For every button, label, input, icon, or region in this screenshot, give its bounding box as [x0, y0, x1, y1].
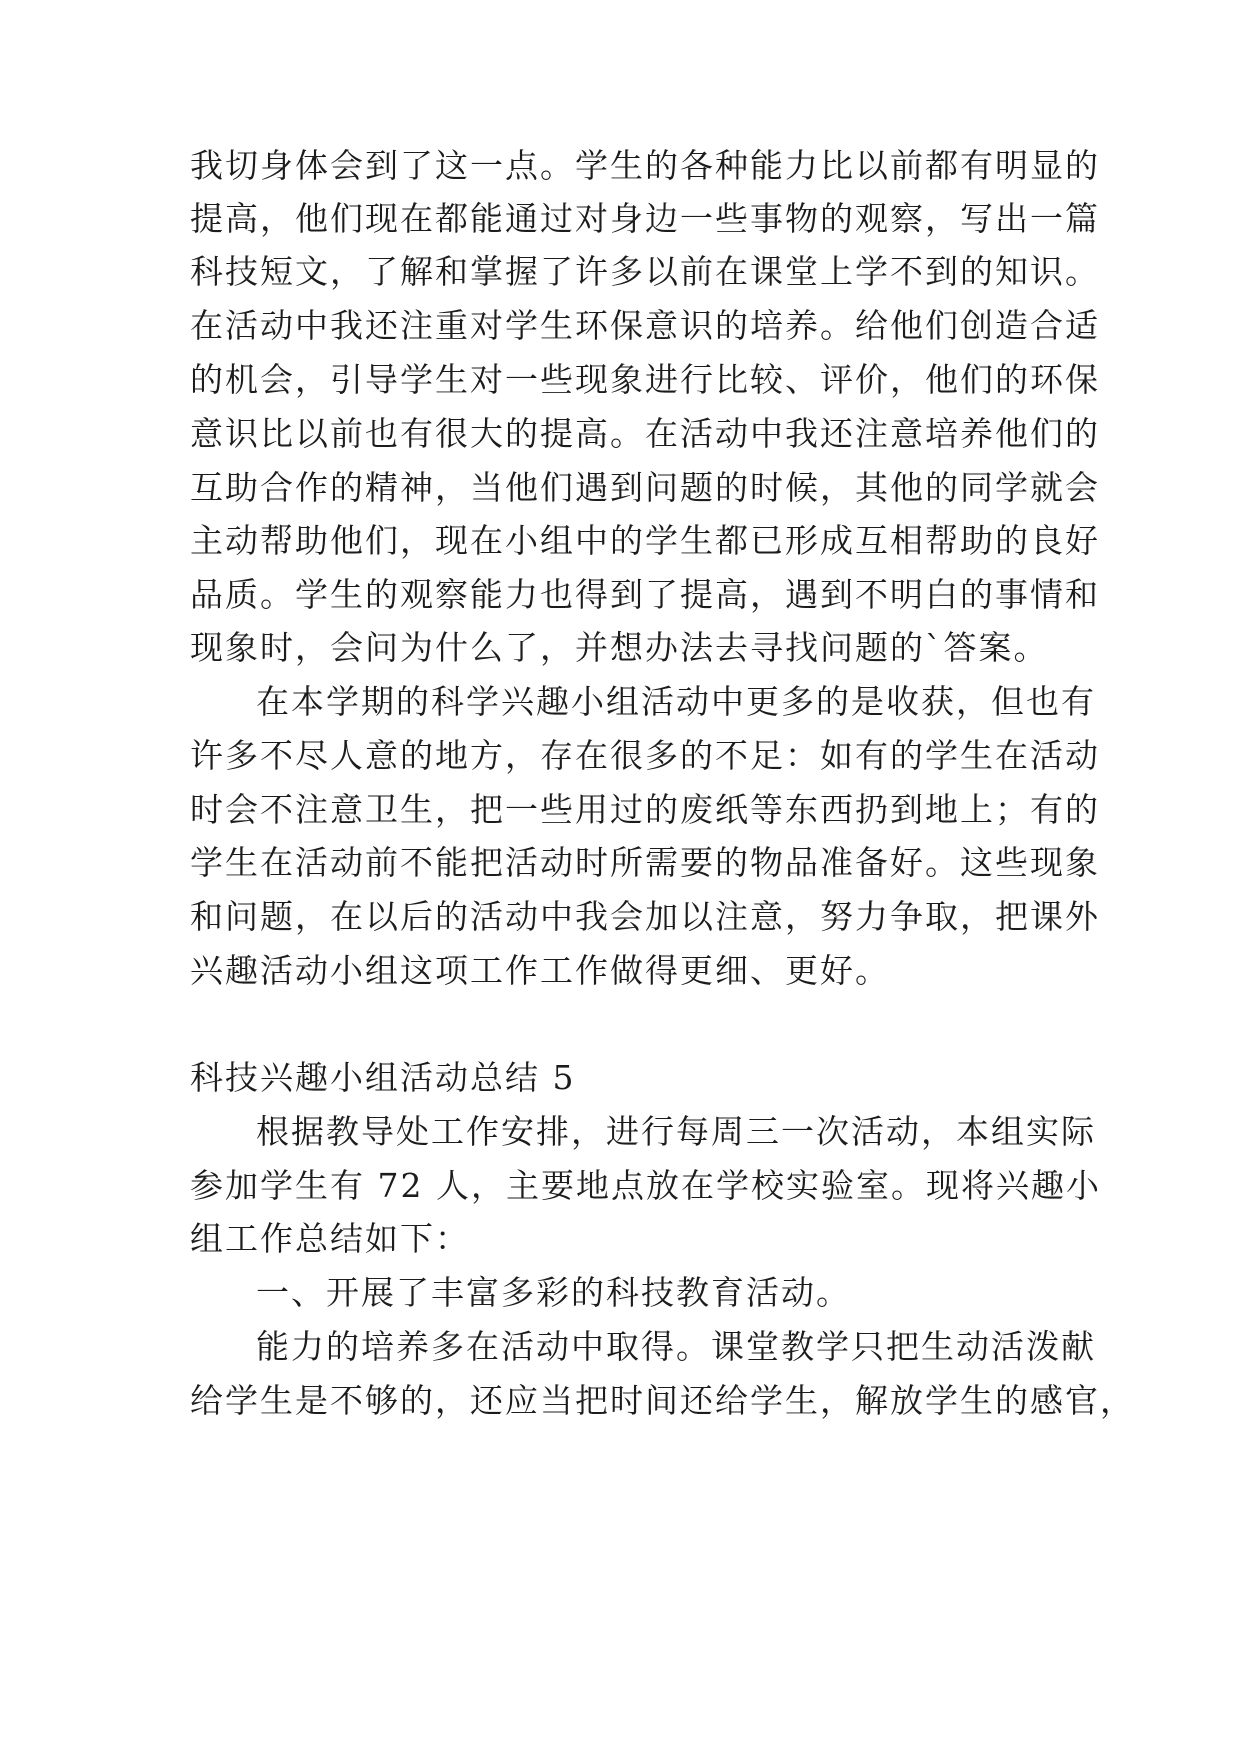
paragraph-line: 科技短文，了解和掌握了许多以前在课堂上学不到的知识。 [190, 252, 1100, 291]
paragraph-line: 在本学期的科学兴趣小组活动中更多的是收获，但也有 [256, 682, 1096, 721]
paragraph-line: 和问题，在以后的活动中我会加以注意，努力争取，把课外 [190, 897, 1100, 936]
paragraph-line: 根据教导处工作安排，进行每周三一次活动，本组实际 [256, 1112, 1096, 1151]
list-heading: 一、开展了丰富多彩的科技教育活动。 [256, 1273, 851, 1312]
paragraph-line: 我切身体会到了这一点。学生的各种能力比以前都有明显的 [190, 146, 1100, 185]
paragraph-line: 给学生是不够的，还应当把时间还给学生，解放学生的感官， [190, 1381, 1135, 1420]
paragraph-line: 时会不注意卫生，把一些用过的废纸等东西扔到地上；有的 [190, 790, 1100, 829]
paragraph-line: 的机会，引导学生对一些现象进行比较、评价，他们的环保 [190, 360, 1100, 399]
paragraph-line: 在活动中我还注重对学生环保意识的培养。给他们创造合适 [190, 306, 1100, 345]
paragraph-line: 能力的培养多在活动中取得。课堂教学只把生动活泼献 [256, 1327, 1096, 1366]
paragraph-line: 学生在活动前不能把活动时所需要的物品准备好。这些现象 [190, 843, 1100, 882]
paragraph-line: 提高，他们现在都能通过对身边一些事物的观察，写出一篇 [190, 199, 1100, 238]
paragraph-line: 品质。学生的观察能力也得到了提高，遇到不明白的事情和 [190, 575, 1100, 614]
paragraph-line: 意识比以前也有很大的提高。在活动中我还注意培养他们的 [190, 414, 1100, 453]
section-heading: 科技兴趣小组活动总结 5 [190, 1058, 576, 1097]
paragraph-line: 参加学生有 72 人，主要地点放在学校实验室。现将兴趣小 [190, 1166, 1101, 1205]
paragraph-line: 主动帮助他们，现在小组中的学生都已形成互相帮助的良好 [190, 521, 1100, 560]
paragraph-line: 组工作总结如下： [190, 1219, 470, 1258]
paragraph-line: 许多不尽人意的地方，存在很多的不足：如有的学生在活动 [190, 736, 1100, 775]
paragraph-line: 互助合作的精神，当他们遇到问题的时候，其他的同学就会 [190, 468, 1100, 507]
paragraph-line: 现象时，会问为什么了，并想办法去寻找问题的`答案。 [190, 628, 1049, 667]
paragraph-line: 兴趣活动小组这项工作工作做得更细、更好。 [190, 951, 890, 990]
